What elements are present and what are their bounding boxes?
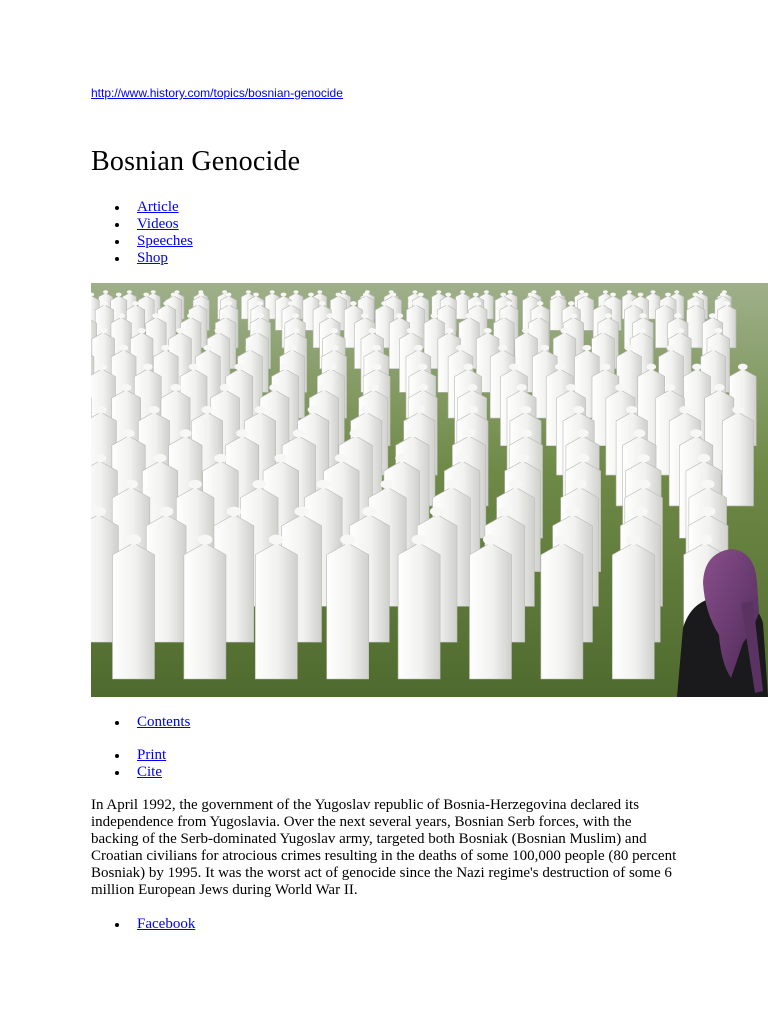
grave-marker-cap [498, 345, 507, 351]
grave-marker-cap [91, 507, 105, 517]
grave-marker-cap [103, 290, 108, 293]
grave-marker-cap [583, 293, 589, 297]
nav-link-article[interactable]: Article [137, 199, 179, 215]
grave-marker-cap [381, 480, 395, 489]
grave-marker-cap [579, 290, 584, 293]
grave-marker-cap [528, 293, 534, 297]
grave-marker-cap [179, 429, 191, 437]
grave-marker-cap [665, 293, 671, 297]
grave-marker-cap [93, 454, 106, 463]
grave-marker-cap [138, 328, 146, 333]
grave-marker-cap [483, 535, 498, 545]
grave-marker-cap [465, 313, 472, 318]
grave-marker-cap [690, 429, 702, 437]
grave-marker-cap [431, 313, 438, 318]
grave-marker-cap [698, 290, 703, 293]
grave-marker-cap [646, 364, 656, 370]
grave-marker-cap [615, 384, 625, 391]
grave-marker-cap [568, 301, 575, 305]
grave-marker-cap [308, 406, 319, 413]
grave-marker-cap [214, 454, 227, 463]
grave-marker-cap [626, 535, 641, 545]
grave-marker-cap [633, 429, 645, 437]
grave-marker-cap [661, 301, 668, 305]
grave-marker-cap [520, 406, 531, 413]
grave-marker-cap [537, 301, 544, 305]
grave-marker-cap [467, 384, 477, 391]
share-item-facebook [91, 916, 195, 933]
grave-marker-cap [460, 290, 465, 293]
grave-marker-cap [522, 328, 530, 333]
grave-marker-cap [99, 328, 107, 333]
share-list [91, 916, 195, 933]
grave-marker-cap [506, 301, 513, 305]
grave-marker-cap [565, 507, 579, 517]
grave-marker-cap [604, 313, 611, 318]
grave-marker-cap [362, 507, 376, 517]
grave-marker-cap [445, 480, 459, 489]
article-body-paragraph: In April 1992, the government of the Yugoslav republic of Bosnia-Herzegovina declared its independence from Yugoslavia. Over the next several years, Bosnian Serb forces, with the backing of the Serb-dominated Yugoslav army, targeted both Bosniak (Bosnian Muslim) and Croatian civilians for atrocious crimes resulting in the deaths of some 100,000 people (80 percent Bosniak) by 1995. It was the worst act of genocide since the Nazi regime's destruction of some 6 million European Jews during World War II. [91, 797, 677, 898]
grave-marker-cap [197, 535, 212, 545]
grave-marker-cap [701, 480, 715, 489]
grave-marker-cap [151, 290, 156, 293]
grave-marker-cap [198, 293, 204, 297]
grave-marker-cap [732, 406, 743, 413]
grave-marker-cap [555, 364, 565, 370]
grave-marker-cap [95, 406, 106, 413]
grave-marker-cap [540, 345, 549, 351]
grave-marker-cap [340, 535, 355, 545]
grave-marker-cap [674, 313, 681, 318]
grave-marker-cap [246, 345, 255, 351]
nav-link-speeches[interactable]: Speeches [137, 233, 193, 249]
grave-marker-cap [697, 454, 710, 463]
grave-marker-cap [475, 301, 482, 305]
grave-marker-cap [577, 429, 589, 437]
grave-marker-cap [319, 301, 326, 305]
grave-marker-cap [291, 328, 299, 333]
nav-item-shop [91, 250, 193, 267]
grave-marker-cap [372, 345, 381, 351]
article-tools-list [91, 747, 166, 781]
grave-marker-cap [484, 328, 492, 333]
grave-marker-cap [577, 454, 590, 463]
grave-marker-cap [257, 313, 264, 318]
grave-marker-cap [467, 406, 478, 413]
grave-marker-cap [473, 293, 479, 297]
grave-marker-cap [127, 290, 132, 293]
page-title: Bosnian Genocide [91, 146, 301, 177]
grave-marker-cap [674, 290, 679, 293]
grave-marker-cap [693, 293, 699, 297]
grave-marker-cap [201, 406, 212, 413]
grave-marker-cap [630, 301, 637, 305]
grave-marker-cap [599, 301, 606, 305]
grave-marker-cap [97, 364, 107, 370]
grave-marker-cap [154, 454, 167, 463]
grave-marker-cap [330, 345, 339, 351]
grave-marker-cap [417, 384, 427, 391]
grave-marker-cap [363, 293, 369, 297]
grave-marker-cap [520, 429, 532, 437]
grave-marker-cap [253, 293, 259, 297]
grave-marker-cap [194, 301, 201, 305]
grave-marker-cap [148, 406, 159, 413]
grave-marker-cap [280, 364, 290, 370]
grave-marker-cap [665, 384, 675, 391]
nav-item-speeches [91, 233, 193, 250]
grave-marker-cap [288, 345, 297, 351]
grave-marker-cap [724, 301, 731, 305]
grave-marker-cap [152, 313, 159, 318]
grave-marker-cap [308, 293, 314, 297]
cite-link[interactable]: Cite [137, 764, 162, 780]
grave-marker-cap [709, 313, 716, 318]
grave-marker-cap [361, 406, 372, 413]
grave-marker-cap [226, 293, 232, 297]
grave-marker-cap [270, 290, 275, 293]
print-link[interactable]: Print [137, 747, 167, 763]
grave-marker-cap [418, 364, 428, 370]
grave-marker-cap [638, 293, 644, 297]
grave-marker-cap [508, 290, 513, 293]
grave-marker [470, 543, 512, 679]
grave-marker-cap [509, 364, 519, 370]
grave-marker-cap [269, 384, 279, 391]
grave-marker-cap [445, 328, 453, 333]
grave-marker-cap [709, 345, 718, 351]
grave-marker-cap [170, 384, 180, 391]
grave-marker-cap [498, 507, 512, 517]
grave-marker-cap [368, 384, 378, 391]
grave-marker-cap [626, 406, 637, 413]
grave-marker-cap [697, 535, 712, 545]
grave-marker-cap [566, 384, 576, 391]
grave-marker-cap [330, 328, 338, 333]
grave-marker-cap [234, 364, 244, 370]
grave-marker-cap [570, 313, 577, 318]
grave-marker-cap [560, 328, 568, 333]
grave-marker-cap [171, 293, 177, 297]
grave-marker-cap [412, 290, 417, 293]
grave-marker-cap [667, 345, 676, 351]
grave-marker-cap [582, 345, 591, 351]
grave-marker-cap [463, 364, 473, 370]
nav-link-videos[interactable]: Videos [137, 216, 179, 232]
grave-marker-cap [456, 454, 469, 463]
grave-marker-cap [123, 429, 135, 437]
grave-marker-cap [637, 454, 650, 463]
tool-item-print [91, 747, 166, 764]
grave-marker-cap [326, 313, 333, 318]
grave-marker-cap [445, 293, 451, 297]
grave-marker-cap [463, 429, 475, 437]
grave-marker-cap [701, 507, 715, 517]
grave-marker-cap [189, 364, 199, 370]
grave-marker-cap [220, 384, 230, 391]
grave-marker [612, 543, 654, 679]
grave-marker-cap [143, 293, 149, 297]
grave-marker-cap [132, 301, 139, 305]
grave-marker-cap [227, 507, 241, 517]
grave-marker-cap [188, 480, 202, 489]
grave-marker-cap [214, 328, 222, 333]
grave-marker-cap [650, 290, 655, 293]
grave-marker-cap [253, 328, 261, 333]
grave-marker-cap [692, 301, 699, 305]
grave-marker-cap [236, 429, 248, 437]
grave-marker-cap [637, 480, 651, 489]
grave-marker-cap [720, 293, 726, 297]
grave-marker-cap [637, 328, 645, 333]
grave-marker-cap [535, 313, 542, 318]
grave-marker-cap [555, 293, 561, 297]
grave-marker-cap [624, 345, 633, 351]
grave-marker-cap [316, 480, 330, 489]
grave-marker-cap [516, 384, 526, 391]
grave-marker-cap [714, 328, 722, 333]
facebook-link[interactable]: Facebook [137, 916, 196, 932]
grave-marker-cap [627, 290, 632, 293]
grave-marker-cap [430, 507, 444, 517]
grave-marker-cap [293, 429, 305, 437]
grave-marker-cap [412, 301, 419, 305]
grave-marker-cap [294, 507, 308, 517]
contents-link[interactable]: Contents [137, 714, 191, 730]
grave-marker-cap [350, 429, 362, 437]
grave-marker-cap [516, 454, 529, 463]
grave-marker-cap [281, 293, 287, 297]
grave-marker-cap [257, 301, 264, 305]
contents-list [91, 714, 190, 731]
grave-marker-cap [601, 364, 611, 370]
grave-marker-cap [610, 293, 616, 297]
grave-marker-cap [714, 384, 724, 391]
grave-marker-cap [293, 290, 298, 293]
grave-marker-cap [676, 328, 684, 333]
grave-marker-cap [418, 293, 424, 297]
grave-marker-cap [633, 507, 647, 517]
nav-item-videos [91, 216, 193, 233]
grave-marker-cap [203, 345, 212, 351]
grave-marker-cap [119, 345, 128, 351]
grave-marker-cap [124, 480, 138, 489]
grave-marker-cap [269, 535, 284, 545]
grave-marker-cap [573, 480, 587, 489]
grave-marker-cap [381, 301, 388, 305]
grave-marker-cap [361, 313, 368, 318]
contents-item [91, 714, 190, 731]
grave-marker-cap [101, 301, 108, 305]
grave-marker-cap [414, 345, 423, 351]
grave-marker-cap [368, 328, 376, 333]
grave-marker [255, 543, 297, 679]
grave-marker-cap [573, 406, 584, 413]
grave-marker-cap [335, 454, 348, 463]
grave-marker [722, 412, 753, 506]
grave-marker-cap [396, 313, 403, 318]
grave-marker [184, 543, 226, 679]
grave-marker-cap [252, 480, 266, 489]
grave-marker-cap [443, 301, 450, 305]
grave-marker-cap [126, 535, 141, 545]
grave-marker-cap [456, 345, 465, 351]
grave-marker-cap [692, 364, 702, 370]
grave-marker-cap [603, 290, 608, 293]
grave-marker-cap [274, 454, 287, 463]
grave-marker-cap [500, 293, 506, 297]
grave-marker-cap [222, 290, 227, 293]
grave-marker-cap [161, 345, 170, 351]
grave-marker-cap [350, 301, 357, 305]
grave-marker-cap [500, 313, 507, 318]
source-url-link[interactable]: http://www.history.com/topics/bosnian-genocide [91, 86, 343, 100]
grave-marker-cap [187, 313, 194, 318]
grave-marker-cap [412, 535, 427, 545]
grave-marker [327, 543, 369, 679]
grave-marker-cap [319, 384, 329, 391]
grave-marker-cap [226, 301, 233, 305]
grave-marker-cap [317, 290, 322, 293]
grave-marker-cap [341, 290, 346, 293]
nav-item-article [91, 199, 193, 216]
grave-marker-cap [738, 364, 748, 370]
grave-marker-cap [484, 290, 489, 293]
grave-marker-cap [222, 313, 229, 318]
grave-marker-cap [159, 507, 173, 517]
grave-marker-cap [436, 290, 441, 293]
grave-marker-cap [291, 313, 298, 318]
grave-marker-cap [288, 301, 295, 305]
grave-marker [398, 543, 440, 679]
grave-marker-cap [143, 364, 153, 370]
grave-marker-cap [336, 293, 342, 297]
grave-marker-cap [163, 301, 170, 305]
grave-marker-cap [407, 328, 415, 333]
grave-marker-cap [395, 454, 408, 463]
nav-link-shop[interactable]: Shop [137, 250, 168, 266]
grave-marker-cap [414, 406, 425, 413]
grave-marker-cap [246, 290, 251, 293]
grave-marker-cap [121, 384, 131, 391]
grave-marker-cap [554, 535, 569, 545]
grave-marker-cap [679, 406, 690, 413]
grave-marker-cap [509, 480, 523, 489]
memorial-cemetery-photo [91, 283, 768, 697]
grave-marker-cap [639, 313, 646, 318]
grave-marker [541, 543, 583, 679]
grave-marker-cap [406, 429, 418, 437]
grave-marker-cap [116, 293, 122, 297]
grave-marker-cap [372, 364, 382, 370]
grave-marker-cap [118, 313, 125, 318]
grave-marker-cap [176, 328, 184, 333]
topic-nav-list [91, 199, 193, 267]
grave-marker-cap [390, 293, 396, 297]
grave-marker-cap [326, 364, 336, 370]
tool-item-cite [91, 764, 166, 781]
grave-marker [113, 543, 155, 679]
grave-marker-cap [254, 406, 265, 413]
grave-marker-cap [599, 328, 607, 333]
